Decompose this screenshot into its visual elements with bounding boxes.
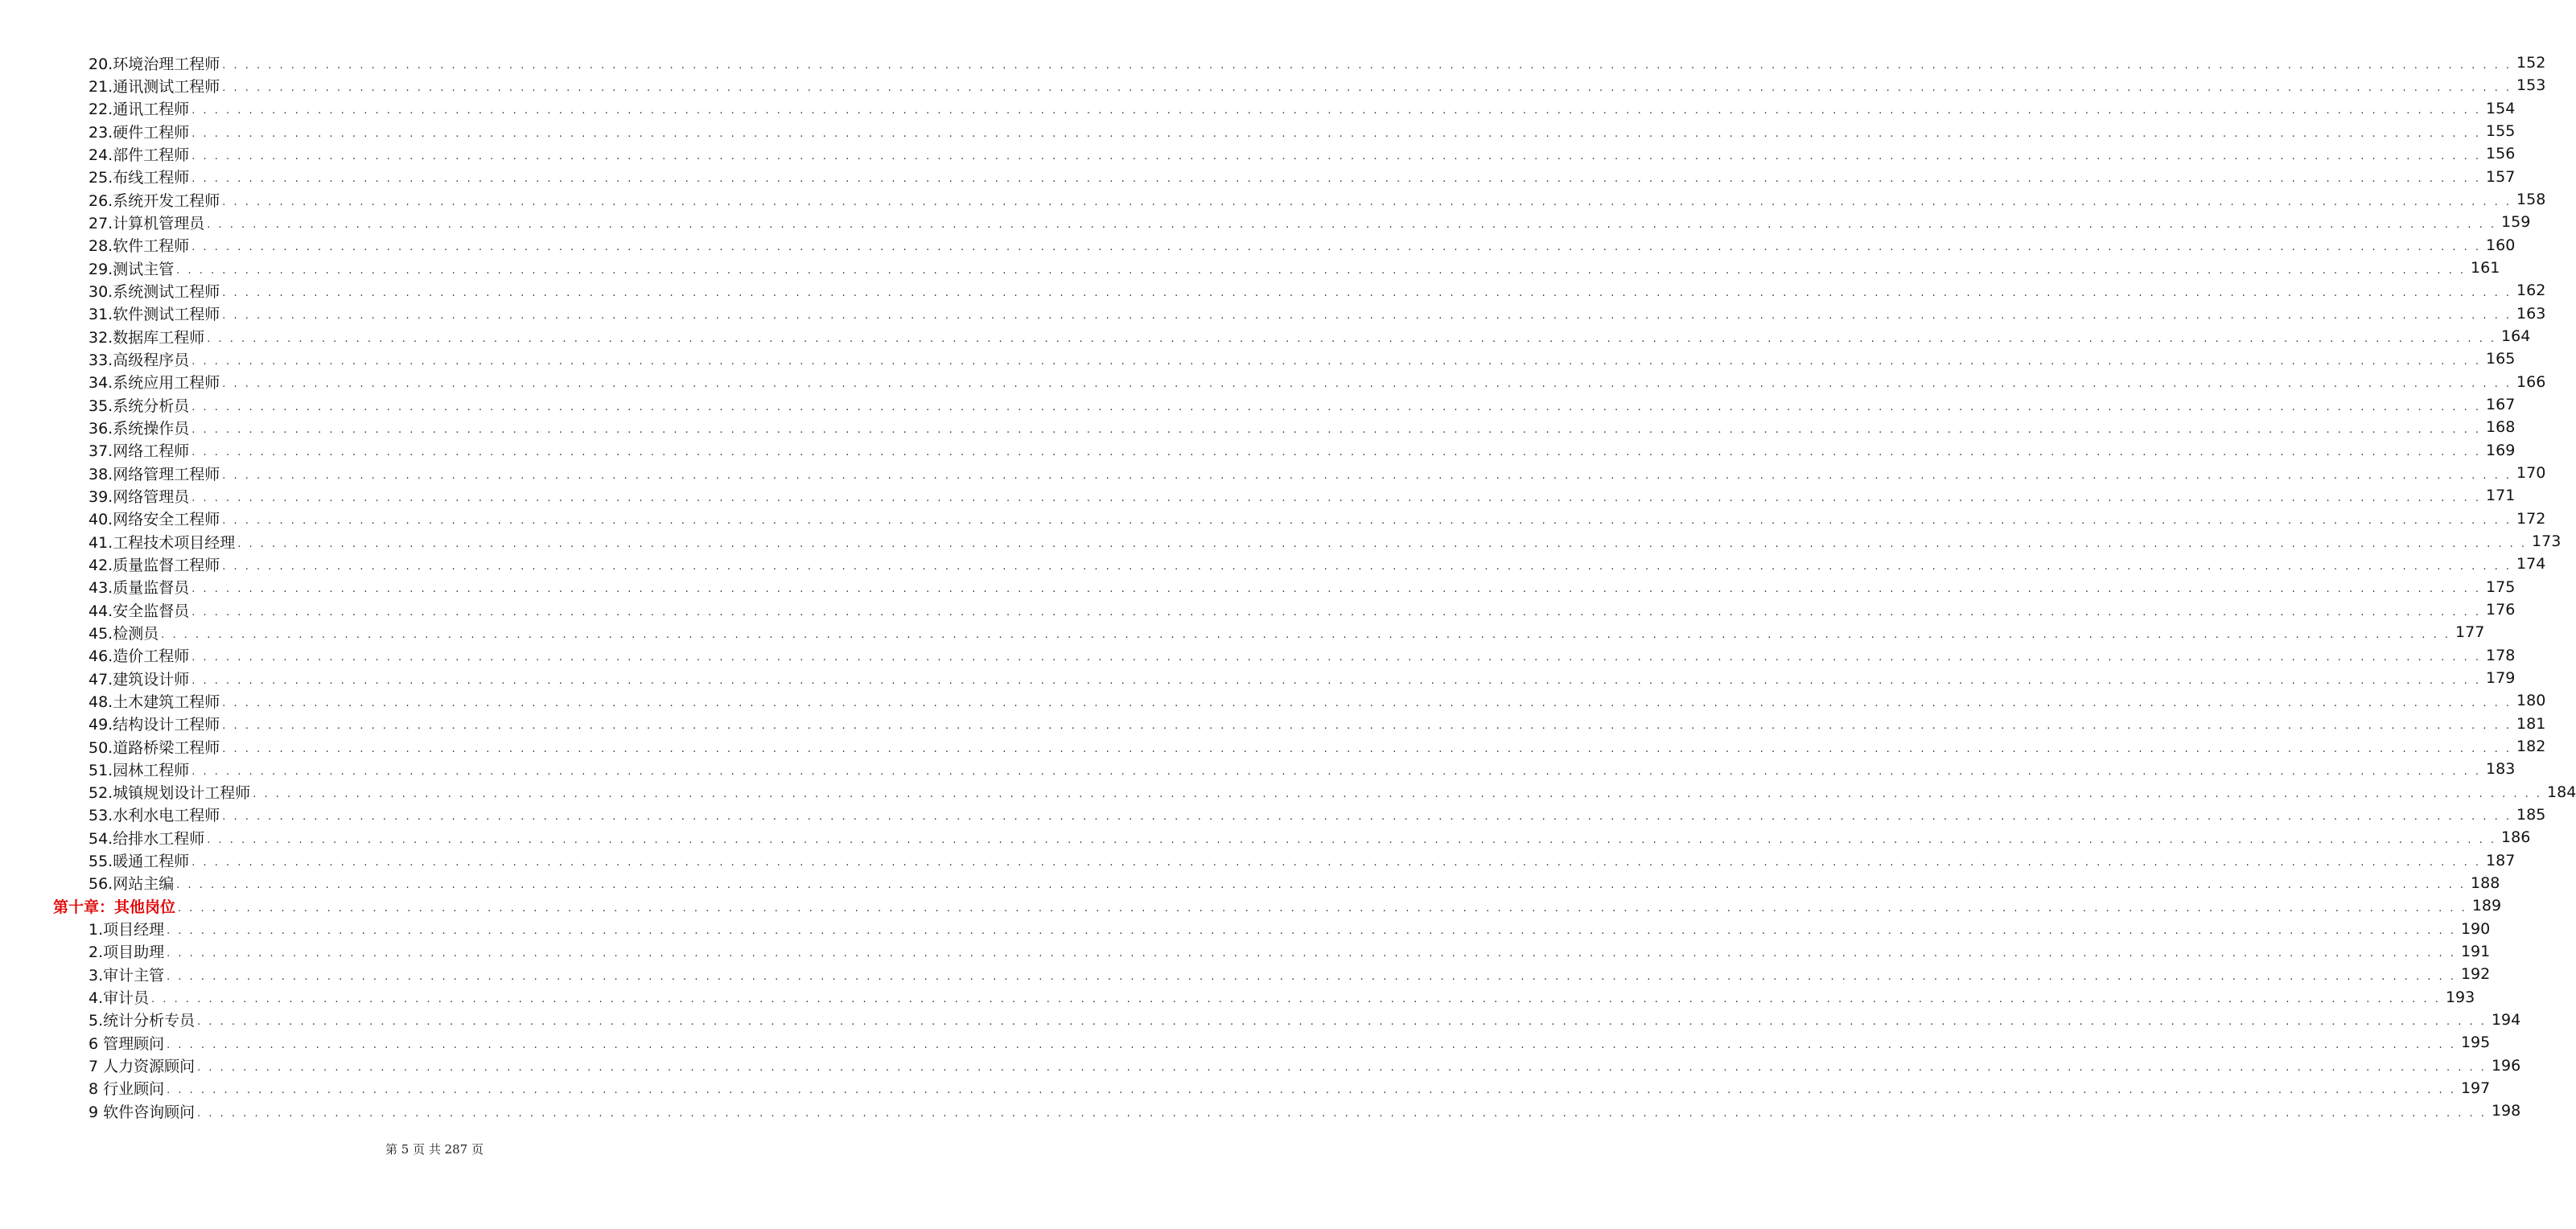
page-footer: 第 5 页 共 287 页 xyxy=(385,1142,484,1157)
toc-entry[interactable] xyxy=(0,188,2546,211)
toc-entry[interactable] xyxy=(0,553,2546,575)
dot-leader: . . . . . . . . . . . . . . . . . . . . . . . . . . . . . . . . . . . . . . . . . . . . . . . . . . . . . . . . . . . . . . . . . . . . . . . . . . . . . . . . . . . . . . . . . . . . . . . . . . . . . . . . . . . . . . . . . . . . . . . . . . . . . . . . . . . . . . . . . . . . . . . . . . . . . . . . . . . . . . . . . . . . . . . . . . . . . . . . . . . . . . . . . . . . . . . . . . . . . . . . xyxy=(207,332,2497,345)
toc-entry[interactable] xyxy=(0,393,2516,416)
toc-entry[interactable] xyxy=(0,74,2546,97)
toc-entry[interactable] xyxy=(0,713,2546,735)
dot-leader: . . . . . . . . . . . . . . . . . . . . . . . . . . . . . . . . . . . . . . . . . . . . . . . . . . . . . . . . . . . . . . . . . . . . . . . . . . . . . . . . . . . . . . . . . . . . . . . . . . . . . . . . . . . . . . . . . . . . . . . . . . . . . . . . . . . . . . . . . . . . . . . . . . . . . . . . . . . . . . . . . . . . . . . . . . . . . . . . . . . . . . . . . . . . . . . . . . . . . . . . xyxy=(191,857,2482,869)
toc-entry-page-number: 164 xyxy=(2501,327,2531,346)
toc-entry-title: 42.质量监督工程师 xyxy=(88,556,220,574)
toc-entry-title: 24.部件工程师 xyxy=(88,146,190,164)
toc-entry-page-number: 157 xyxy=(2486,167,2516,186)
toc-entry-page-number: 189 xyxy=(2471,897,2502,915)
dot-leader: . . . . . . . . . . . . . . . . . . . . . . . . . . . . . . . . . . . . . . . . . . . . . . . . . . . . . . . . . . . . . . . . . . . . . . . . . . . . . . . . . . . . . . . . . . . . . . . . . . . . . . . . . . . . . . . . . . . . . . . . . . . . . . . . . . . . . . . . . . . . . . . . . . . . . . . . . . . . . . . . . . . . . . . . . . . . . . . . . . . . . . . . . . . . . . . . . . . . . . . . xyxy=(207,218,2497,231)
toc-entry-title: 25.布线工程师 xyxy=(88,169,190,187)
dot-leader: . . . . . . . . . . . . . . . . . . . . . . . . . . . . . . . . . . . . . . . . . . . . . . . . . . . . . . . . . . . . . . . . . . . . . . . . . . . . . . . . . . . . . . . . . . . . . . . . . . . . . . . . . . . . . . . . . . . . . . . . . . . . . . . . . . . . . . . . . . . . . . . . . . . . . . . . . . . . . . . . . . . . . . . . . . . . . . . . . . . . . . . . . . . . . . . . . . . . . . . . xyxy=(191,105,2482,117)
toc-entry-page-number: 174 xyxy=(2516,555,2546,573)
toc-entry-title: 29.测试主管 xyxy=(88,260,175,278)
toc-entry[interactable] xyxy=(0,1100,2521,1122)
toc-entry[interactable] xyxy=(0,963,2491,985)
toc-entry-title: 35.系统分析员 xyxy=(88,397,190,415)
toc-entry-page-number: 192 xyxy=(2460,965,2491,984)
toc-entry[interactable] xyxy=(0,576,2516,598)
toc-entry-title: 45.检测员 xyxy=(88,624,159,643)
dot-leader: . . . . . . . . . . . . . . . . . . . . . . . . . . . . . . . . . . . . . . . . . . . . . . . . . . . . . . . . . . . . . . . . . . . . . . . . . . . . . . . . . . . . . . . . . . . . . . . . . . . . . . . . . . . . . . . . . . . . . . . . . . . . . . . . . . . . . . . . . . . . . . . . . . . . . . . . . . . . . . . . . . . . . . . . . . . . . . . . . . . . . . . . . . . . . . . . . . . . . . . . xyxy=(197,1107,2487,1120)
dot-leader: . . . . . . . . . . . . . . . . . . . . . . . . . . . . . . . . . . . . . . . . . . . . . . . . . . . . . . . . . . . . . . . . . . . . . . . . . . . . . . . . . . . . . . . . . . . . . . . . . . . . . . . . . . . . . . . . . . . . . . . . . . . . . . . . . . . . . . . . . . . . . . . . . . . . . . . . . . . . . . . . . . . . . . . . . . . . . . . . . . . . . . . . . . . . . . . . . . . . . . . . xyxy=(191,150,2482,162)
toc-entry-page-number: 197 xyxy=(2460,1079,2491,1097)
toc-entry-page-number: 182 xyxy=(2516,738,2546,755)
toc-entry[interactable] xyxy=(0,257,2500,279)
toc-entry-page-number: 178 xyxy=(2486,646,2516,664)
dot-leader: . . . . . . . . . . . . . . . . . . . . . . . . . . . . . . . . . . . . . . . . . . . . . . . . . . . . . . . . . . . . . . . . . . . . . . . . . . . . . . . . . . . . . . . . . . . . . . . . . . . . . . . . . . . . . . . . . . . . . . . . . . . . . . . . . . . . . . . . . . . . . . . . . . . . . . . . . . . . . . . . . . . . . . . . . . . . . . . . . . . . . . . . . . . . . . . . . . . . . . . . xyxy=(191,651,2482,664)
dot-leader: . . . . . . . . . . . . . . . . . . . . . . . . . . . . . . . . . . . . . . . . . . . . . . . . . . . . . . . . . . . . . . . . . . . . . . . . . . . . . . . . . . . . . . . . . . . . . . . . . . . . . . . . . . . . . . . . . . . . . . . . . . . . . . . . . . . . . . . . . . . . . . . . . . . . . . . . . . . . . . . . . . . . . . . . . . . . . . . . . . . . . . . . . . . . . . . . . . . . . . . . xyxy=(178,902,2467,915)
toc-entry-page-number: 180 xyxy=(2516,692,2546,710)
toc-entry-title: 5.统计分析专员 xyxy=(88,1012,195,1030)
toc-entry[interactable] xyxy=(0,1009,2521,1031)
toc-entry-title: 27.计算机管理员 xyxy=(88,214,205,232)
toc-entry[interactable] xyxy=(0,872,2500,894)
toc-entry-title: 48.土木建筑工程师 xyxy=(88,693,220,711)
dot-leader: . . . . . . . . . . . . . . . . . . . . . . . . . . . . . . . . . . . . . . . . . . . . . . . . . . . . . . . . . . . . . . . . . . . . . . . . . . . . . . . . . . . . . . . . . . . . . . . . . . . . . . . . . . . . . . . . . . . . . . . . . . . . . . . . . . . . . . . . . . . . . . . . . . . . . . . . . . . . . . . . . . . . . . . . . . . . . . . . . . . . . . . . . . . . . . . . . . . . . . . . xyxy=(191,606,2482,619)
toc-entry-page-number: 162 xyxy=(2516,282,2546,300)
toc-entry-title: 52.城镇规划设计工程师 xyxy=(88,784,251,803)
toc-entry[interactable] xyxy=(0,211,2531,233)
toc-entry[interactable] xyxy=(0,1077,2491,1100)
dot-leader: . . . . . . . . . . . . . . . . . . . . . . . . . . . . . . . . . . . . . . . . . . . . . . . . . . . . . . . . . . . . . . . . . . . . . . . . . . . . . . . . . . . . . . . . . . . . . . . . . . . . . . . . . . . . . . . . . . . . . . . . . . . . . . . . . . . . . . . . . . . . . . . . . . . . . . . . . . . . . . . . . . . . . . . . . . . . . . . . . . . . . . . . . . . . . . . . . . . . . . . . xyxy=(191,583,2482,596)
toc-entry[interactable] xyxy=(0,462,2546,484)
toc-entry-page-number: 188 xyxy=(2471,873,2500,892)
toc-entry-page-number: 177 xyxy=(2455,623,2485,642)
toc-entry-title: 55.暖通工程师 xyxy=(88,853,190,871)
toc-entry-page-number: 175 xyxy=(2486,578,2516,596)
toc-entry-page-number: 187 xyxy=(2486,851,2516,869)
toc-entry-page-number: 191 xyxy=(2460,942,2491,960)
dot-leader: . . . . . . . . . . . . . . . . . . . . . . . . . . . . . . . . . . . . . . . . . . . . . . . . . . . . . . . . . . . . . . . . . . . . . . . . . . . . . . . . . . . . . . . . . . . . . . . . . . . . . . . . . . . . . . . . . . . . . . . . . . . . . . . . . . . . . . . . . . . . . . . . . . . . . . . . . . . . . . . . . . . . . . . . . . . . . . . . . . . . . . . . . . . . . . . . . . . . . . . . xyxy=(161,628,2451,641)
toc-entry-page-number: 159 xyxy=(2501,213,2531,232)
toc-entry-page-number: 176 xyxy=(2486,601,2516,619)
toc-entry-title: 7 人力资源顾问 xyxy=(88,1058,195,1076)
toc-entry[interactable] xyxy=(0,758,2516,780)
toc-entry-page-number: 160 xyxy=(2486,236,2516,254)
dot-leader: . . . . . . . . . . . . . . . . . . . . . . . . . . . . . . . . . . . . . . . . . . . . . . . . . . . . . . . . . . . . . . . . . . . . . . . . . . . . . . . . . . . . . . . . . . . . . . . . . . . . . . . . . . . . . . . . . . . . . . . . . . . . . . . . . . . . . . . . . . . . . . . . . . . . . . . . . . . . . . . . . . . . . . . . . . . . . . . . . . . . . . . . . . . . . . . . . . . . . . . . xyxy=(191,765,2482,778)
toc-entry[interactable] xyxy=(0,917,2491,939)
dot-leader: . . . . . . . . . . . . . . . . . . . . . . . . . . . . . . . . . . . . . . . . . . . . . . . . . . . . . . . . . . . . . . . . . . . . . . . . . . . . . . . . . . . . . . . . . . . . . . . . . . . . . . . . . . . . . . . . . . . . . . . . . . . . . . . . . . . . . . . . . . . . . . . . . . . . . . . . . . . . . . . . . . . . . . . . . . . . . . . . . . . . . . . . . . . . . . . . . . . . . . . . xyxy=(167,1084,2456,1097)
toc-entry-title: 2.项目助理 xyxy=(88,943,165,962)
dot-leader: . . . . . . . . . . . . . . . . . . . . . . . . . . . . . . . . . . . . . . . . . . . . . . . . . . . . . . . . . . . . . . . . . . . . . . . . . . . . . . . . . . . . . . . . . . . . . . . . . . . . . . . . . . . . . . . . . . . . . . . . . . . . . . . . . . . . . . . . . . . . . . . . . . . . . . . . . . . . . . . . . . . . . . . . . . . . . . . . . . . . . . . . . . . . . . . . . . . . . . . . xyxy=(191,127,2482,140)
toc-entry-title: 54.给排水工程师 xyxy=(88,829,205,848)
dot-leader: . . . . . . . . . . . . . . . . . . . . . . . . . . . . . . . . . . . . . . . . . . . . . . . . . . . . . . . . . . . . . . . . . . . . . . . . . . . . . . . . . . . . . . . . . . . . . . . . . . . . . . . . . . . . . . . . . . . . . . . . . . . . . . . . . . . . . . . . . . . . . . . . . . . . . . . . . . . . . . . . . . . . . . . . . . . . . . . . . . . . . . . . . . . . . . . . . . . . . . . . xyxy=(191,423,2482,436)
toc-entry-title: 53.水利水电工程师 xyxy=(88,807,220,825)
toc-entry[interactable] xyxy=(0,234,2516,257)
toc-entry-page-number: 163 xyxy=(2516,304,2546,323)
toc-entry-page-number: 155 xyxy=(2486,122,2516,141)
toc-entry-page-number: 167 xyxy=(2486,396,2516,414)
dot-leader: . . . . . . . . . . . . . . . . . . . . . . . . . . . . . . . . . . . . . . . . . . . . . . . . . . . . . . . . . . . . . . . . . . . . . . . . . . . . . . . . . . . . . . . . . . . . . . . . . . . . . . . . . . . . . . . . . . . . . . . . . . . . . . . . . . . . . . . . . . . . . . . . . . . . . . . . . . . . . . . . . . . . . . . . . . . . . . . . . . . . . . . . . . . . . . . . . . . . . . . . xyxy=(237,537,2528,550)
toc-entry-title: 38.网络管理工程师 xyxy=(88,465,220,483)
dot-leader: . . . . . . . . . . . . . . . . . . . . . . . . . . . . . . . . . . . . . . . . . . . . . . . . . . . . . . . . . . . . . . . . . . . . . . . . . . . . . . . . . . . . . . . . . . . . . . . . . . . . . . . . . . . . . . . . . . . . . . . . . . . . . . . . . . . . . . . . . . . . . . . . . . . . . . . . . . . . . . . . . . . . . . . . . . . . . . . . . . . . . . . . . . . . . . . . . . . . . . . . xyxy=(222,286,2512,299)
toc-entry-page-number: 181 xyxy=(2516,714,2546,733)
dot-leader: . . . . . . . . . . . . . . . . . . . . . . . . . . . . . . . . . . . . . . . . . . . . . . . . . . . . . . . . . . . . . . . . . . . . . . . . . . . . . . . . . . . . . . . . . . . . . . . . . . . . . . . . . . . . . . . . . . . . . . . . . . . . . . . . . . . . . . . . . . . . . . . . . . . . . . . . . . . . . . . . . . . . . . . . . . . . . . . . . . . . . . . . . . . . . . . . . . . . . . . . xyxy=(207,833,2497,846)
toc-entry-title: 21.通讯测试工程师 xyxy=(88,77,220,96)
toc-entry-page-number: 172 xyxy=(2516,509,2546,528)
toc-entry[interactable] xyxy=(0,826,2531,849)
toc-entry[interactable] xyxy=(0,667,2516,689)
dot-leader: . . . . . . . . . . . . . . . . . . . . . . . . . . . . . . . . . . . . . . . . . . . . . . . . . . . . . . . . . . . . . . . . . . . . . . . . . . . . . . . . . . . . . . . . . . . . . . . . . . . . . . . . . . . . . . . . . . . . . . . . . . . . . . . . . . . . . . . . . . . . . . . . . . . . . . . . . . . . . . . . . . . . . . . . . . . . . . . . . . . . . . . . . . . . . . . . . . . . . . . . xyxy=(222,811,2512,824)
toc-entry-page-number: 158 xyxy=(2516,191,2546,209)
toc-entry-page-number: 153 xyxy=(2516,76,2546,95)
dot-leader: . . . . . . . . . . . . . . . . . . . . . . . . . . . . . . . . . . . . . . . . . . . . . . . . . . . . . . . . . . . . . . . . . . . . . . . . . . . . . . . . . . . . . . . . . . . . . . . . . . . . . . . . . . . . . . . . . . . . . . . . . . . . . . . . . . . . . . . . . . . . . . . . . . . . . . . . . . . . . . . . . . . . . . . . . . . . . . . . . . . . . . . . . . . . . . . . . . . . . . . . xyxy=(222,59,2512,72)
dot-leader: . . . . . . . . . . . . . . . . . . . . . . . . . . . . . . . . . . . . . . . . . . . . . . . . . . . . . . . . . . . . . . . . . . . . . . . . . . . . . . . . . . . . . . . . . . . . . . . . . . . . . . . . . . . . . . . . . . . . . . . . . . . . . . . . . . . . . . . . . . . . . . . . . . . . . . . . . . . . . . . . . . . . . . . . . . . . . . . . . . . . . . . . . . . . . . . . . . . . . . . . xyxy=(191,173,2482,186)
toc-entry-title: 28.软件工程师 xyxy=(88,237,190,256)
toc-entry-title: 33.高级程序员 xyxy=(88,351,190,369)
toc-entry[interactable] xyxy=(0,416,2516,438)
toc-entry-title: 41.工程技术项目经理 xyxy=(88,533,236,552)
toc-entry-title: 36.系统操作员 xyxy=(88,419,190,438)
toc-entry-page-number: 195 xyxy=(2460,1034,2491,1052)
toc-entry-title: 50.道路桥梁工程师 xyxy=(88,738,220,757)
toc-entry-page-number: 198 xyxy=(2491,1102,2521,1120)
toc-entry-title: 56.网站主编 xyxy=(88,875,175,894)
toc-entry-title: 46.造价工程师 xyxy=(88,647,190,666)
dot-leader: . . . . . . . . . . . . . . . . . . . . . . . . . . . . . . . . . . . . . . . . . . . . . . . . . . . . . . . . . . . . . . . . . . . . . . . . . . . . . . . . . . . . . . . . . . . . . . . . . . . . . . . . . . . . . . . . . . . . . . . . . . . . . . . . . . . . . . . . . . . . . . . . . . . . . . . . . . . . . . . . . . . . . . . . . . . . . . . . . . . . . . . . . . . . . . . . . . . . . . . . xyxy=(222,310,2512,323)
toc-entry-page-number: 184 xyxy=(2547,783,2576,801)
dot-leader: . . . . . . . . . . . . . . . . . . . . . . . . . . . . . . . . . . . . . . . . . . . . . . . . . . . . . . . . . . . . . . . . . . . . . . . . . . . . . . . . . . . . . . . . . . . . . . . . . . . . . . . . . . . . . . . . . . . . . . . . . . . . . . . . . . . . . . . . . . . . . . . . . . . . . . . . . . . . . . . . . . . . . . . . . . . . . . . . . . . . . . . . . . . . . . . . . . . . . . . . xyxy=(167,925,2456,938)
dot-leader: . . . . . . . . . . . . . . . . . . . . . . . . . . . . . . . . . . . . . . . . . . . . . . . . . . . . . . . . . . . . . . . . . . . . . . . . . . . . . . . . . . . . . . . . . . . . . . . . . . . . . . . . . . . . . . . . . . . . . . . . . . . . . . . . . . . . . . . . . . . . . . . . . . . . . . . . . . . . . . . . . . . . . . . . . . . . . . . . . . . . . . . . . . . . . . . . . . . . . . . . xyxy=(253,788,2543,801)
dot-leader: . . . . . . . . . . . . . . . . . . . . . . . . . . . . . . . . . . . . . . . . . . . . . . . . . . . . . . . . . . . . . . . . . . . . . . . . . . . . . . . . . . . . . . . . . . . . . . . . . . . . . . . . . . . . . . . . . . . . . . . . . . . . . . . . . . . . . . . . . . . . . . . . . . . . . . . . . . . . . . . . . . . . . . . . . . . . . . . . . . . . . . . . . . . . . . . . . . . . . . . . xyxy=(167,947,2456,960)
toc-entry-title: 3.审计主管 xyxy=(88,966,165,984)
toc-entry[interactable] xyxy=(0,347,2516,370)
toc-entry-page-number: 186 xyxy=(2501,828,2531,847)
toc-entry[interactable] xyxy=(0,97,2516,120)
toc-entry-page-number: 173 xyxy=(2532,532,2562,551)
dot-leader: . . . . . . . . . . . . . . . . . . . . . . . . . . . . . . . . . . . . . . . . . . . . . . . . . . . . . . . . . . . . . . . . . . . . . . . . . . . . . . . . . . . . . . . . . . . . . . . . . . . . . . . . . . . . . . . . . . . . . . . . . . . . . . . . . . . . . . . . . . . . . . . . . . . . . . . . . . . . . . . . . . . . . . . . . . . . . . . . . . . . . . . . . . . . . . . . . . . . . . . . xyxy=(222,720,2512,733)
toc-entry-page-number: 165 xyxy=(2486,350,2516,368)
toc-entry-page-number: 185 xyxy=(2516,805,2546,824)
dot-leader: . . . . . . . . . . . . . . . . . . . . . . . . . . . . . . . . . . . . . . . . . . . . . . . . . . . . . . . . . . . . . . . . . . . . . . . . . . . . . . . . . . . . . . . . . . . . . . . . . . . . . . . . . . . . . . . . . . . . . . . . . . . . . . . . . . . . . . . . . . . . . . . . . . . . . . . . . . . . . . . . . . . . . . . . . . . . . . . . . . . . . . . . . . . . . . . . . . . . . . . . xyxy=(222,560,2512,573)
toc-entry-title: 40.网络安全工程师 xyxy=(88,511,220,529)
dot-leader: . . . . . . . . . . . . . . . . . . . . . . . . . . . . . . . . . . . . . . . . . . . . . . . . . . . . . . . . . . . . . . . . . . . . . . . . . . . . . . . . . . . . . . . . . . . . . . . . . . . . . . . . . . . . . . . . . . . . . . . . . . . . . . . . . . . . . . . . . . . . . . . . . . . . . . . . . . . . . . . . . . . . . . . . . . . . . . . . . . . . . . . . . . . . . . . . . . . . . . . . xyxy=(191,491,2482,504)
toc-entry-page-number: 190 xyxy=(2460,919,2491,938)
toc-entry[interactable] xyxy=(0,804,2546,826)
dot-leader: . . . . . . . . . . . . . . . . . . . . . . . . . . . . . . . . . . . . . . . . . . . . . . . . . . . . . . . . . . . . . . . . . . . . . . . . . . . . . . . . . . . . . . . . . . . . . . . . . . . . . . . . . . . . . . . . . . . . . . . . . . . . . . . . . . . . . . . . . . . . . . . . . . . . . . . . . . . . . . . . . . . . . . . . . . . . . . . . . . . . . . . . . . . . . . . . . . . . . . . . xyxy=(151,993,2441,1006)
dot-leader: . . . . . . . . . . . . . . . . . . . . . . . . . . . . . . . . . . . . . . . . . . . . . . . . . . . . . . . . . . . . . . . . . . . . . . . . . . . . . . . . . . . . . . . . . . . . . . . . . . . . . . . . . . . . . . . . . . . . . . . . . . . . . . . . . . . . . . . . . . . . . . . . . . . . . . . . . . . . . . . . . . . . . . . . . . . . . . . . . . . . . . . . . . . . . . . . . . . . . . . . xyxy=(222,195,2512,208)
toc-entry-page-number: 193 xyxy=(2445,988,2475,1006)
toc-entry-title: 第十章：其他岗位 xyxy=(53,898,176,916)
toc-entry[interactable] xyxy=(0,530,2562,553)
toc-entry-page-number: 196 xyxy=(2491,1056,2521,1075)
toc-entry[interactable] xyxy=(0,120,2516,142)
toc-entry-page-number: 169 xyxy=(2486,441,2516,459)
toc-entry-title: 8 行业顾问 xyxy=(88,1080,165,1099)
dot-leader: . . . . . . . . . . . . . . . . . . . . . . . . . . . . . . . . . . . . . . . . . . . . . . . . . . . . . . . . . . . . . . . . . . . . . . . . . . . . . . . . . . . . . . . . . . . . . . . . . . . . . . . . . . . . . . . . . . . . . . . . . . . . . . . . . . . . . . . . . . . . . . . . . . . . . . . . . . . . . . . . . . . . . . . . . . . . . . . . . . . . . . . . . . . . . . . . . . . . . . . . xyxy=(191,446,2482,459)
toc-entry[interactable] xyxy=(0,325,2531,347)
toc-entry-page-number: 152 xyxy=(2516,54,2546,72)
toc-entry[interactable] xyxy=(0,508,2546,530)
dot-leader: . . . . . . . . . . . . . . . . . . . . . . . . . . . . . . . . . . . . . . . . . . . . . . . . . . . . . . . . . . . . . . . . . . . . . . . . . . . . . . . . . . . . . . . . . . . . . . . . . . . . . . . . . . . . . . . . . . . . . . . . . . . . . . . . . . . . . . . . . . . . . . . . . . . . . . . . . . . . . . . . . . . . . . . . . . . . . . . . . . . . . . . . . . . . . . . . . . . . . . . . xyxy=(191,401,2482,413)
toc-entry[interactable] xyxy=(0,484,2516,507)
toc-entry-page-number: 161 xyxy=(2471,259,2500,277)
toc-entry[interactable] xyxy=(0,279,2546,302)
toc-entry-title: 20.环境治理工程师 xyxy=(88,55,220,73)
toc-entry-page-number: 156 xyxy=(2486,145,2516,163)
toc-entry-page-number: 168 xyxy=(2486,418,2516,437)
toc-entry-title: 9 软件咨询顾问 xyxy=(88,1103,195,1121)
toc-entry[interactable] xyxy=(0,1054,2521,1076)
toc-entry-title: 31.软件测试工程师 xyxy=(88,306,220,324)
toc-entry[interactable] xyxy=(0,166,2516,188)
toc-entry-title: 39.网络管理员 xyxy=(88,487,190,506)
toc-entry-page-number: 166 xyxy=(2516,372,2546,391)
toc-entry-title: 4.审计员 xyxy=(88,989,150,1008)
toc-entry[interactable] xyxy=(0,940,2491,963)
dot-leader: . . . . . . . . . . . . . . . . . . . . . . . . . . . . . . . . . . . . . . . . . . . . . . . . . . . . . . . . . . . . . . . . . . . . . . . . . . . . . . . . . . . . . . . . . . . . . . . . . . . . . . . . . . . . . . . . . . . . . . . . . . . . . . . . . . . . . . . . . . . . . . . . . . . . . . . . . . . . . . . . . . . . . . . . . . . . . . . . . . . . . . . . . . . . . . . . . . . . . . . . xyxy=(197,1062,2487,1075)
toc-entry[interactable] xyxy=(0,439,2516,462)
toc-entry-title: 22.通讯工程师 xyxy=(88,101,190,119)
toc-entry-title: 1.项目经理 xyxy=(88,921,165,939)
toc-entry[interactable] xyxy=(0,1031,2491,1054)
dot-leader: . . . . . . . . . . . . . . . . . . . . . . . . . . . . . . . . . . . . . . . . . . . . . . . . . . . . . . . . . . . . . . . . . . . . . . . . . . . . . . . . . . . . . . . . . . . . . . . . . . . . . . . . . . . . . . . . . . . . . . . . . . . . . . . . . . . . . . . . . . . . . . . . . . . . . . . . . . . . . . . . . . . . . . . . . . . . . . . . . . . . . . . . . . . . . . . . . . . . . . . . xyxy=(167,1038,2456,1051)
dot-leader: . . . . . . . . . . . . . . . . . . . . . . . . . . . . . . . . . . . . . . . . . . . . . . . . . . . . . . . . . . . . . . . . . . . . . . . . . . . . . . . . . . . . . . . . . . . . . . . . . . . . . . . . . . . . . . . . . . . . . . . . . . . . . . . . . . . . . . . . . . . . . . . . . . . . . . . . . . . . . . . . . . . . . . . . . . . . . . . . . . . . . . . . . . . . . . . . . . . . . . . . xyxy=(191,355,2482,368)
toc-chapter-entry[interactable] xyxy=(0,894,2502,917)
dot-leader: . . . . . . . . . . . . . . . . . . . . . . . . . . . . . . . . . . . . . . . . . . . . . . . . . . . . . . . . . . . . . . . . . . . . . . . . . . . . . . . . . . . . . . . . . . . . . . . . . . . . . . . . . . . . . . . . . . . . . . . . . . . . . . . . . . . . . . . . . . . . . . . . . . . . . . . . . . . . . . . . . . . . . . . . . . . . . . . . . . . . . . . . . . . . . . . . . . . . . . . . xyxy=(222,697,2512,709)
dot-leader: . . . . . . . . . . . . . . . . . . . . . . . . . . . . . . . . . . . . . . . . . . . . . . . . . . . . . . . . . . . . . . . . . . . . . . . . . . . . . . . . . . . . . . . . . . . . . . . . . . . . . . . . . . . . . . . . . . . . . . . . . . . . . . . . . . . . . . . . . . . . . . . . . . . . . . . . . . . . . . . . . . . . . . . . . . . . . . . . . . . . . . . . . . . . . . . . . . . . . . . . xyxy=(222,378,2512,391)
dot-leader: . . . . . . . . . . . . . . . . . . . . . . . . . . . . . . . . . . . . . . . . . . . . . . . . . . . . . . . . . . . . . . . . . . . . . . . . . . . . . . . . . . . . . . . . . . . . . . . . . . . . . . . . . . . . . . . . . . . . . . . . . . . . . . . . . . . . . . . . . . . . . . . . . . . . . . . . . . . . . . . . . . . . . . . . . . . . . . . . . . . . . . . . . . . . . . . . . . . . . . . . xyxy=(222,469,2512,482)
toc-entry[interactable] xyxy=(0,735,2546,758)
toc-entry[interactable] xyxy=(0,644,2516,667)
toc-entry-page-number: 171 xyxy=(2486,487,2516,505)
toc-entry-title: 23.硬件工程师 xyxy=(88,123,190,142)
toc-entry[interactable] xyxy=(0,302,2546,325)
toc-entry[interactable] xyxy=(0,51,2546,74)
dot-leader: . . . . . . . . . . . . . . . . . . . . . . . . . . . . . . . . . . . . . . . . . . . . . . . . . . . . . . . . . . . . . . . . . . . . . . . . . . . . . . . . . . . . . . . . . . . . . . . . . . . . . . . . . . . . . . . . . . . . . . . . . . . . . . . . . . . . . . . . . . . . . . . . . . . . . . . . . . . . . . . . . . . . . . . . . . . . . . . . . . . . . . . . . . . . . . . . . . . . . . . . xyxy=(191,674,2482,687)
dot-leader: . . . . . . . . . . . . . . . . . . . . . . . . . . . . . . . . . . . . . . . . . . . . . . . . . . . . . . . . . . . . . . . . . . . . . . . . . . . . . . . . . . . . . . . . . . . . . . . . . . . . . . . . . . . . . . . . . . . . . . . . . . . . . . . . . . . . . . . . . . . . . . . . . . . . . . . . . . . . . . . . . . . . . . . . . . . . . . . . . . . . . . . . . . . . . . . . . . . . . . . . xyxy=(167,970,2456,983)
toc-entry-title: 26.系统开发工程师 xyxy=(88,191,220,210)
toc-entry-page-number: 183 xyxy=(2486,760,2516,779)
table-of-contents xyxy=(0,51,2576,1122)
dot-leader: . . . . . . . . . . . . . . . . . . . . . . . . . . . . . . . . . . . . . . . . . . . . . . . . . . . . . . . . . . . . . . . . . . . . . . . . . . . . . . . . . . . . . . . . . . . . . . . . . . . . . . . . . . . . . . . . . . . . . . . . . . . . . . . . . . . . . . . . . . . . . . . . . . . . . . . . . . . . . . . . . . . . . . . . . . . . . . . . . . . . . . . . . . . . . . . . . . . . . . . . xyxy=(222,515,2512,528)
toc-entry-title: 32.数据库工程师 xyxy=(88,328,205,347)
toc-entry[interactable] xyxy=(0,781,2576,804)
toc-entry-title: 6 管理顾问 xyxy=(88,1034,165,1053)
dot-leader: . . . . . . . . . . . . . . . . . . . . . . . . . . . . . . . . . . . . . . . . . . . . . . . . . . . . . . . . . . . . . . . . . . . . . . . . . . . . . . . . . . . . . . . . . . . . . . . . . . . . . . . . . . . . . . . . . . . . . . . . . . . . . . . . . . . . . . . . . . . . . . . . . . . . . . . . . . . . . . . . . . . . . . . . . . . . . . . . . . . . . . . . . . . . . . . . . . . . . . . . xyxy=(176,264,2467,277)
toc-entry[interactable] xyxy=(0,985,2475,1008)
toc-entry-page-number: 170 xyxy=(2516,464,2546,483)
toc-entry-page-number: 179 xyxy=(2486,669,2516,688)
dot-leader: . . . . . . . . . . . . . . . . . . . . . . . . . . . . . . . . . . . . . . . . . . . . . . . . . . . . . . . . . . . . . . . . . . . . . . . . . . . . . . . . . . . . . . . . . . . . . . . . . . . . . . . . . . . . . . . . . . . . . . . . . . . . . . . . . . . . . . . . . . . . . . . . . . . . . . . . . . . . . . . . . . . . . . . . . . . . . . . . . . . . . . . . . . . . . . . . . . . . . . . . xyxy=(222,81,2512,94)
toc-entry[interactable] xyxy=(0,621,2485,643)
dot-leader: . . . . . . . . . . . . . . . . . . . . . . . . . . . . . . . . . . . . . . . . . . . . . . . . . . . . . . . . . . . . . . . . . . . . . . . . . . . . . . . . . . . . . . . . . . . . . . . . . . . . . . . . . . . . . . . . . . . . . . . . . . . . . . . . . . . . . . . . . . . . . . . . . . . . . . . . . . . . . . . . . . . . . . . . . . . . . . . . . . . . . . . . . . . . . . . . . . . . . . . . xyxy=(176,879,2467,892)
toc-entry[interactable] xyxy=(0,598,2516,621)
toc-entry-title: 37.网络工程师 xyxy=(88,442,190,461)
toc-entry-page-number: 154 xyxy=(2486,99,2516,117)
toc-entry-title: 30.系统测试工程师 xyxy=(88,282,220,301)
dot-leader: . . . . . . . . . . . . . . . . . . . . . . . . . . . . . . . . . . . . . . . . . . . . . . . . . . . . . . . . . . . . . . . . . . . . . . . . . . . . . . . . . . . . . . . . . . . . . . . . . . . . . . . . . . . . . . . . . . . . . . . . . . . . . . . . . . . . . . . . . . . . . . . . . . . . . . . . . . . . . . . . . . . . . . . . . . . . . . . . . . . . . . . . . . . . . . . . . . . . . . . . xyxy=(191,241,2482,254)
dot-leader: . . . . . . . . . . . . . . . . . . . . . . . . . . . . . . . . . . . . . . . . . . . . . . . . . . . . . . . . . . . . . . . . . . . . . . . . . . . . . . . . . . . . . . . . . . . . . . . . . . . . . . . . . . . . . . . . . . . . . . . . . . . . . . . . . . . . . . . . . . . . . . . . . . . . . . . . . . . . . . . . . . . . . . . . . . . . . . . . . . . . . . . . . . . . . . . . . . . . . . . . xyxy=(197,1016,2487,1029)
toc-entry-page-number: 194 xyxy=(2491,1010,2521,1029)
toc-entry[interactable] xyxy=(0,142,2516,165)
dot-leader: . . . . . . . . . . . . . . . . . . . . . . . . . . . . . . . . . . . . . . . . . . . . . . . . . . . . . . . . . . . . . . . . . . . . . . . . . . . . . . . . . . . . . . . . . . . . . . . . . . . . . . . . . . . . . . . . . . . . . . . . . . . . . . . . . . . . . . . . . . . . . . . . . . . . . . . . . . . . . . . . . . . . . . . . . . . . . . . . . . . . . . . . . . . . . . . . . . . . . . . . xyxy=(222,742,2512,755)
toc-entry-title: 34.系统应用工程师 xyxy=(88,374,220,393)
toc-entry[interactable] xyxy=(0,849,2516,871)
toc-entry-title: 47.建筑设计师 xyxy=(88,670,190,688)
toc-entry[interactable] xyxy=(0,371,2546,393)
toc-entry-title: 49.结构设计工程师 xyxy=(88,716,220,734)
toc-entry-title: 51.园林工程师 xyxy=(88,761,190,779)
toc-entry[interactable] xyxy=(0,689,2546,712)
toc-entry-title: 43.质量监督员 xyxy=(88,579,190,598)
toc-entry-title: 44.安全监督员 xyxy=(88,602,190,620)
